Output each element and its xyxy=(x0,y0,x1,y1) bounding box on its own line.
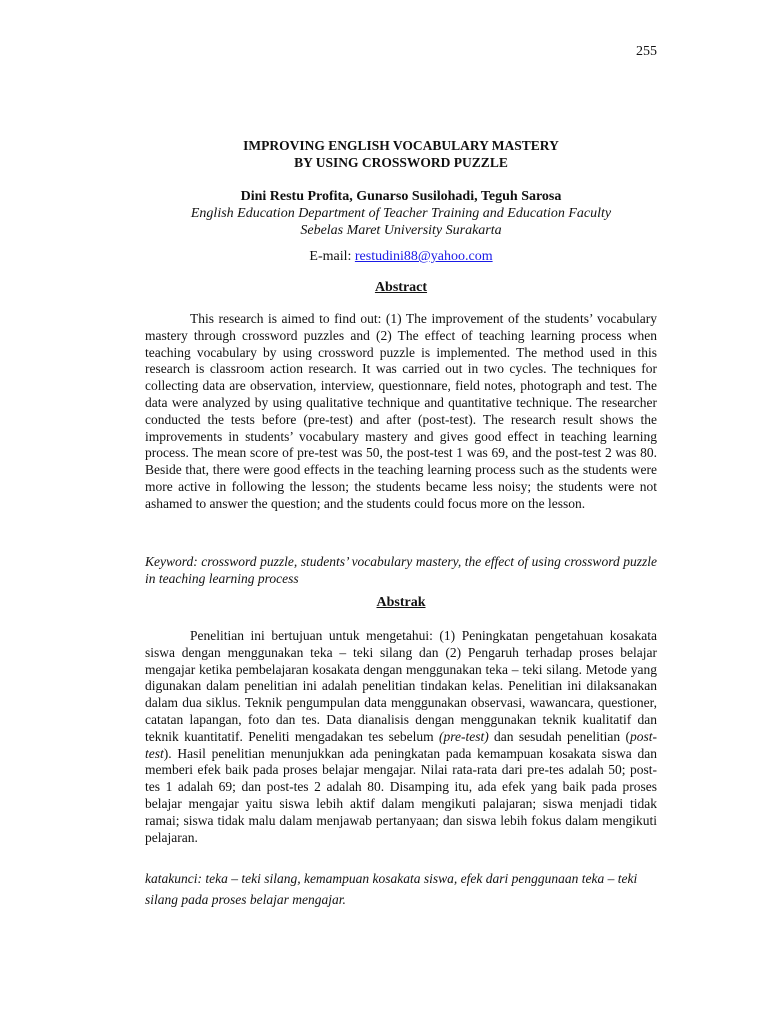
paper-title-line-2: BY USING CROSSWORD PUZZLE xyxy=(294,155,508,170)
abstrak-post-test: post-test xyxy=(145,728,657,761)
affiliation-department: English Education Department of Teacher Training and Education Faculty xyxy=(190,206,612,221)
affiliation xyxy=(145,205,657,239)
abstrak-text-part-3: ). Hasil penelitian menunjukkan ada peningkatan pada kemampuan kosakata siswa dan memberi efek baik pada proses belajar mengajar. Nilai rata-rata dari pre-tes adalah 50; post-tes 1 adalah 69; dan post-tes 2 adalah 80. Disamping itu, ada efek yang baik pada proses belajar mengajar yaitu siswa lebih aktif dalam mengikuti palajaran; siswa menjadi tidak ramai; siswa tidak malu dalam menjawab pertanyaan; dan siswa lebih fokus dalam mengikuti pelajaran. xyxy=(145,745,657,845)
abstrak-text-part-1: Penelitian ini bertujuan untuk mengetahui: (1) Peningkatan pengetahuan kosakata siswa dengan menggunakan teka – teki silang dan (2) Pengaruh terhadap proses belajar mengajar ketika pembelajaran kosakata dengan menggunakan teka – teki silang. Metode yang digunakan dalam penelitian ini adalah penelitian tindakan kelas. Penelitian ini dilaksanakan dalam dua siklus. Teknik pengumpulan data menggunakan observasi, wawancara, questioner, catatan lapangan, foto dan tes. Data dianalisis dengan menggunakan teknik kualitatif dan teknik kuantitatif. Peneliti mengadakan tes sebelum xyxy=(145,628,657,744)
abstract-keywords: Keyword: crossword puzzle, students’ vocabulary mastery, the effect of using crossword puzzle in teaching learning process xyxy=(145,554,657,586)
affiliation-university: Sebelas Maret University Surakarta xyxy=(300,223,502,238)
page-number: 255 xyxy=(636,44,657,59)
abstrak-pre-test: (pre-test) xyxy=(439,728,489,744)
abstrak-keywords: katakunci: teka – teki silang, kemampuan kosakata siswa, efek dari penggunaan teka – teki silang pada proses belajar mengajar. xyxy=(145,871,638,907)
email-line xyxy=(145,249,657,265)
paper-title-line-1: IMPROVING ENGLISH VOCABULARY MASTERY xyxy=(243,138,559,153)
email-label: E-mail: xyxy=(309,249,355,264)
abstrak-heading: Abstrak xyxy=(376,595,426,610)
email-link[interactable]: restudini88@yahoo.com xyxy=(354,249,493,264)
paper-page xyxy=(145,0,657,1024)
paper-title xyxy=(145,137,657,171)
abstrak-body xyxy=(145,628,657,846)
author-list: Dini Restu Profita, Gunarso Susilohadi, Teguh Sarosa xyxy=(240,189,562,204)
abstrak-text-part-2: dan sesudah penelitian ( xyxy=(488,728,630,744)
abstract-body: This research is aimed to find out: (1) The improvement of the students’ vocabulary mastery through crossword puzzles and (2) The effect of teaching learning process when teaching vocabulary by using crossword puzzle is implemented. The method used in this research is classroom action research. It was carried out in two cycles. The techniques for collecting data are observation, interview, questionnare, field notes, photograph and test. The data were analyzed by using qualitative technique and quantitative technique. The researcher conducted the tests before (pre-test) and after (post-test). The research result shows the improvements in students’ vocabulary mastery and gives good effect in teaching learning process. The mean score of pre-test was 50, the post-test 1 was 69, and the post-test 2 was 80. Beside that, there were good effects in the teaching learning process such as the students were more active in following the lesson; the students became less noisy; the students were not ashamed to answer the question; and the students could focus more on the lesson. xyxy=(145,311,657,511)
abstract-heading: Abstract xyxy=(374,280,428,295)
